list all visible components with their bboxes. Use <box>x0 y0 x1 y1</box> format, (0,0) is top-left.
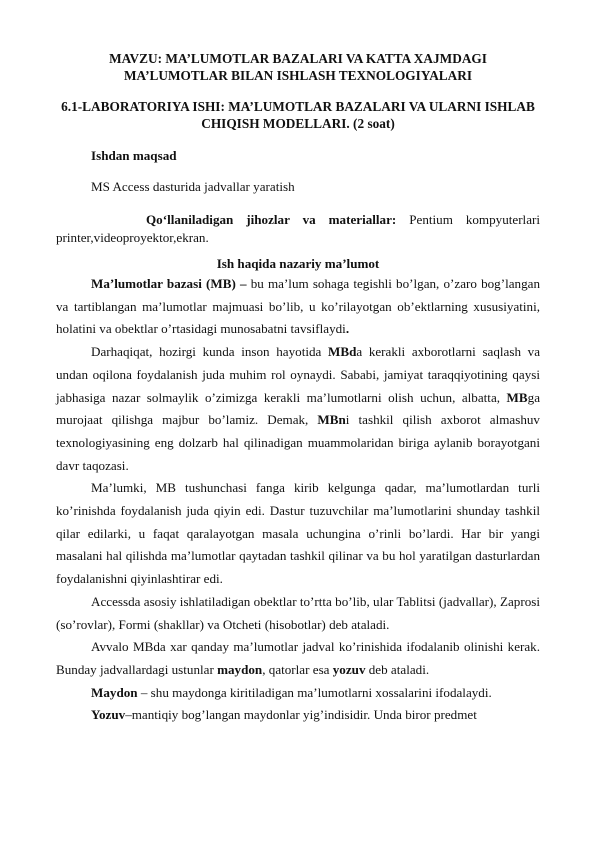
text-span: Darhaqiqat, hozirgi kunda inson hayotida <box>91 344 328 360</box>
paragraph-yozuv <box>56 704 540 727</box>
text-span: i tashkil qilish axborot almashuv texnologiyasining eng dolzarb hal qilinadigan muammolaridan biriga aylanib borayotgani davr taqozasi. <box>56 412 540 473</box>
equipment-label: Qo‘llaniladigan jihozlar va materiallar: <box>146 212 397 227</box>
yozuv-term: Yozuv <box>91 707 126 723</box>
document-title: MAVZU: MA’LUMOTLAR BAZALARI VA KATTA XAJMDAGI MA’LUMOTLAR BILAN ISHLASH TEXNOLOGIYALARI <box>109 51 487 83</box>
document-page <box>56 50 540 727</box>
bold-term: yozuv <box>332 661 366 677</box>
maydon-term: Maydon <box>91 684 138 700</box>
bold-term: maydon <box>217 661 263 677</box>
text-span: ga murojaat qilishga majbur bo’lamiz. Demak, <box>56 389 540 428</box>
text-span: , qatorlar esa <box>262 661 333 677</box>
bold-term: MBn <box>317 412 346 428</box>
paragraph-mb-definition <box>56 273 540 341</box>
theory-heading: Ish haqida nazariy ma’lumot <box>216 256 380 271</box>
text-span: deb ataladi. <box>365 661 430 677</box>
mb-definition-text: bu ma’lum sohaga tegishli bo’lgan, o’zaro bog’langan va tartiblangan ma’lumotlar majmuasi bo’lib, u ko’rilayotgan ob’ektlarning xususiyatini, holatini va obektlar o’rtasidagi munosabatni tavsiflaydi <box>56 276 540 337</box>
yozuv-text: –mantiqiy bog’langan maydonlar yig’indisidir. Unda biror predmet <box>125 707 477 723</box>
paragraph-history: Ma’lumki, MB tushunchasi fanga kirib kelgunga qadar, ma’lumotlardan turli ko’rinishda foydalanish juda qiyin edi. Dastur tuzuvchilar ma’lumotlarini shunday tashkil qilar edilarki, u faqat qaralayotgan masala uchungina o’rinli bo’lardi. Har bir yangi masalani hal qilishda ma’lumotlar qaytadan tashkil qilinar va bu hol yaratilgan dasturlardan foydalanishni qiyinlashtirar edi. <box>56 480 540 587</box>
maydon-text: – shu maydonga kiritiladigan ma’lumotlarni xossalarini ifodalaydi. <box>137 684 492 700</box>
bold-term: MBd <box>327 344 357 360</box>
paragraph-tables <box>56 636 540 681</box>
text-span: Avvalo MBda xar qanday ma’lumotlar jadval ko’rinishida ifodalanib olinishi kerak. Bunday jadvallardagi ustunlar <box>56 639 540 677</box>
text-span: a kerakli axborotlarni saqlash va undan oqilona foydalanish juda muhim rol oynaydi. Sababi, jamiyat taraqqiyotining qaysi jabhasiga nazar solmaylik o’zimizga kerakli ma’lumotlarni olish uchun, albatta, <box>56 344 541 405</box>
paragraph-maydon <box>56 682 540 705</box>
bold-term: MB <box>506 389 528 405</box>
paragraph-access-objects: Accessda asosiy ishlatiladigan obektlar to’rtta bo’lib, ular Tablitsi (jadvallar), Zaprosi (so’rovlar), Formi (shakllar) va Otcheti (hisobotlar) deb ataladi. <box>56 593 540 632</box>
goal-text: MS Access dasturida jadvallar yaratish <box>91 179 295 194</box>
equipment-text: Pentium kompyuterlari printer,videoproyektor,ekran. <box>56 212 541 245</box>
mb-definition-end: . <box>345 321 350 337</box>
lab-title: 6.1-LABORATORIYA ISHI: MA’LUMOTLAR BAZALARI VA ULARNI ISHLAB CHIQISH MODELLARI. (2 soat) <box>61 99 535 131</box>
paragraph-importance <box>56 341 540 477</box>
equipment-paragraph <box>56 211 540 247</box>
mb-term: Ma’lumotlar bazasi (MB) – <box>91 276 247 291</box>
goal-heading: Ishdan maqsad <box>91 148 177 163</box>
